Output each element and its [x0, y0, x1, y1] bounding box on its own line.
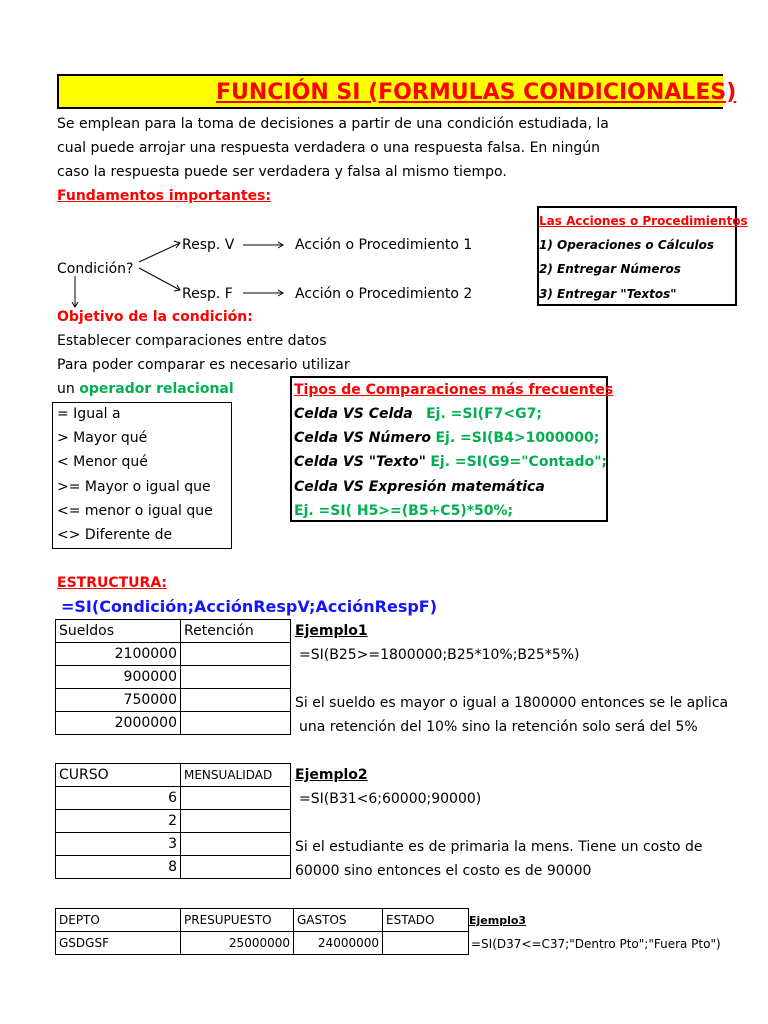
comparison-row-1-label: Celda VS Celda: [294, 406, 413, 422]
table-row: [56, 620, 291, 643]
intro-line-3: caso la respuesta puede ser verdadera y falsa al mismo tiempo.: [57, 164, 507, 180]
resp-v-label: Resp. V: [182, 237, 235, 253]
action-2-label: Acción o Procedimiento 2: [295, 286, 473, 302]
table-row: [56, 856, 291, 879]
table-row: [56, 810, 291, 833]
ejemplo2-table: [55, 763, 291, 879]
ejemplo2-mensualidad-cell[interactable]: [181, 810, 291, 833]
operator-greater: > Mayor qué: [57, 430, 148, 446]
operator-greater-equal: >= Mayor o igual que: [57, 479, 211, 495]
intro-line-1: Se emplean para la toma de decisiones a partir de una condición estudiada, la: [57, 116, 609, 132]
ejemplo1-sueldo-cell[interactable]: 2100000: [56, 643, 181, 666]
ejemplo3-header-presupuesto: PRESUPUESTO: [181, 909, 294, 932]
comparison-row-2-example: Ej. =SI(B4>1000000;: [435, 430, 600, 446]
ejemplo2-label: Ejemplo2: [295, 767, 368, 783]
estructura-heading: ESTRUCTURA:: [57, 575, 168, 591]
condition-label: Condición?: [57, 261, 134, 277]
operator-equal: = Igual a: [57, 406, 121, 422]
ejemplo3-header-depto: DEPTO: [56, 909, 181, 932]
ejemplo2-curso-cell[interactable]: 6: [56, 787, 181, 810]
ejemplo1-sueldo-cell[interactable]: 900000: [56, 666, 181, 689]
objetivo-line-2: Para poder comparar es necesario utilizar: [57, 357, 350, 373]
ejemplo1-retencion-cell[interactable]: [181, 643, 291, 666]
operator-less-equal: <= menor o igual que: [57, 503, 213, 519]
ejemplo2-mensualidad-cell[interactable]: [181, 856, 291, 879]
estructura-formula: =SI(Condición;AcciónRespV;AcciónRespF): [61, 597, 438, 616]
acciones-item-3: 3) Entregar "Textos": [539, 287, 677, 301]
ejemplo2-mensualidad-cell[interactable]: [181, 833, 291, 856]
ejemplo2-curso-cell[interactable]: 8: [56, 856, 181, 879]
ejemplo1-sueldo-cell[interactable]: 2000000: [56, 712, 181, 735]
ejemplo1-label: Ejemplo1: [295, 623, 368, 639]
comparison-row-1: [294, 405, 542, 423]
comparison-row-1-example: Ej. =SI(F7<G7;: [426, 406, 542, 422]
table-row: [56, 787, 291, 810]
ejemplo2-formula: =SI(B31<6;60000;90000): [299, 791, 482, 807]
ejemplo1-retencion-cell[interactable]: [181, 712, 291, 735]
table-row: [56, 833, 291, 856]
ejemplo3-label: Ejemplo3: [469, 914, 527, 927]
table-row: [56, 666, 291, 689]
objetivo-heading: Objetivo de la condición:: [57, 309, 253, 325]
ejemplo2-curso-cell[interactable]: 3: [56, 833, 181, 856]
table-row: [56, 689, 291, 712]
comparisons-header: Tipos de Comparaciones más frecuentes: [294, 382, 614, 398]
objetivo-line-1: Establecer comparaciones entre datos: [57, 333, 327, 349]
action-1-label: Acción o Procedimiento 1: [295, 237, 473, 253]
operator-less: < Menor qué: [57, 454, 148, 470]
ejemplo1-retencion-cell[interactable]: [181, 689, 291, 712]
comparison-row-2: [294, 429, 599, 447]
ejemplo2-explanation-1: Si el estudiante es de primaria la mens. Tiene un costo de: [295, 839, 703, 855]
ejemplo2-header-curso: CURSO: [56, 764, 181, 787]
comparison-row-3: [294, 453, 607, 471]
acciones-item-2: 2) Entregar Números: [539, 262, 681, 276]
comparison-row-3-label: Celda VS "Texto": [294, 454, 426, 470]
ejemplo3-header-gastos: GASTOS: [294, 909, 383, 932]
table-row: [56, 932, 469, 955]
ejemplo2-mensualidad-cell[interactable]: [181, 787, 291, 810]
comparison-row-3-example: Ej. =SI(G9="Contado";: [430, 454, 608, 470]
ejemplo3-formula: =SI(D37<=C37;"Dentro Pto";"Fuera Pto"): [471, 937, 721, 951]
ejemplo1-formula: =SI(B25>=1800000;B25*10%;B25*5%): [299, 647, 580, 663]
comparison-row-5-example: Ej. =SI( H5>=(B5+C5)*50%;: [294, 503, 514, 519]
ejemplo3-presupuesto-cell[interactable]: 25000000: [181, 932, 294, 955]
ejemplo3-table: [55, 908, 469, 955]
ejemplo1-explanation-2: una retención del 10% sino la retención solo será del 5%: [299, 719, 698, 735]
ejemplo1-explanation-1: Si el sueldo es mayor o igual a 1800000 entonces se le aplica: [295, 695, 729, 711]
ejemplo2-header-mensualidad: MENSUALIDAD: [181, 764, 291, 787]
comparison-row-2-label: Celda VS Número: [294, 430, 431, 446]
resp-f-label: Resp. F: [182, 286, 233, 302]
ejemplo3-depto-cell[interactable]: GSDGSF: [56, 932, 181, 955]
intro-line-2: cual puede arrojar una respuesta verdadera o una respuesta falsa. En ningún: [57, 140, 601, 156]
operador-relacional-text: operador relacional: [79, 381, 234, 397]
operator-not-equal: <> Diferente de: [57, 527, 173, 543]
table-row: [56, 764, 291, 787]
ejemplo1-header-retencion: Retención: [181, 620, 291, 643]
objetivo-line-3-prefix: un: [57, 381, 80, 397]
ejemplo1-retencion-cell[interactable]: [181, 666, 291, 689]
ejemplo1-table: [55, 619, 291, 735]
page-title: FUNCIÓN SI (FORMULAS CONDICIONALES): [216, 80, 737, 105]
ejemplo3-header-estado: ESTADO: [383, 909, 469, 932]
table-row: [56, 643, 291, 666]
acciones-item-1: 1) Operaciones o Cálculos: [539, 238, 715, 252]
ejemplo2-explanation-2: 60000 sino entonces el costo es de 90000: [295, 863, 592, 879]
ejemplo1-header-sueldos: Sueldos: [56, 620, 181, 643]
comparison-row-4-label: Celda VS Expresión matemática: [294, 479, 545, 495]
fundamentos-heading: Fundamentos importantes:: [57, 188, 271, 204]
ejemplo3-gastos-cell[interactable]: 24000000: [294, 932, 383, 955]
acciones-header: Las Acciones o Procedimientos: [539, 214, 748, 228]
ejemplo3-estado-cell[interactable]: [383, 932, 469, 955]
ejemplo2-curso-cell[interactable]: 2: [56, 810, 181, 833]
ejemplo1-sueldo-cell[interactable]: 750000: [56, 689, 181, 712]
table-row: [56, 712, 291, 735]
objetivo-line-3: [57, 380, 234, 398]
table-row: [56, 909, 469, 932]
